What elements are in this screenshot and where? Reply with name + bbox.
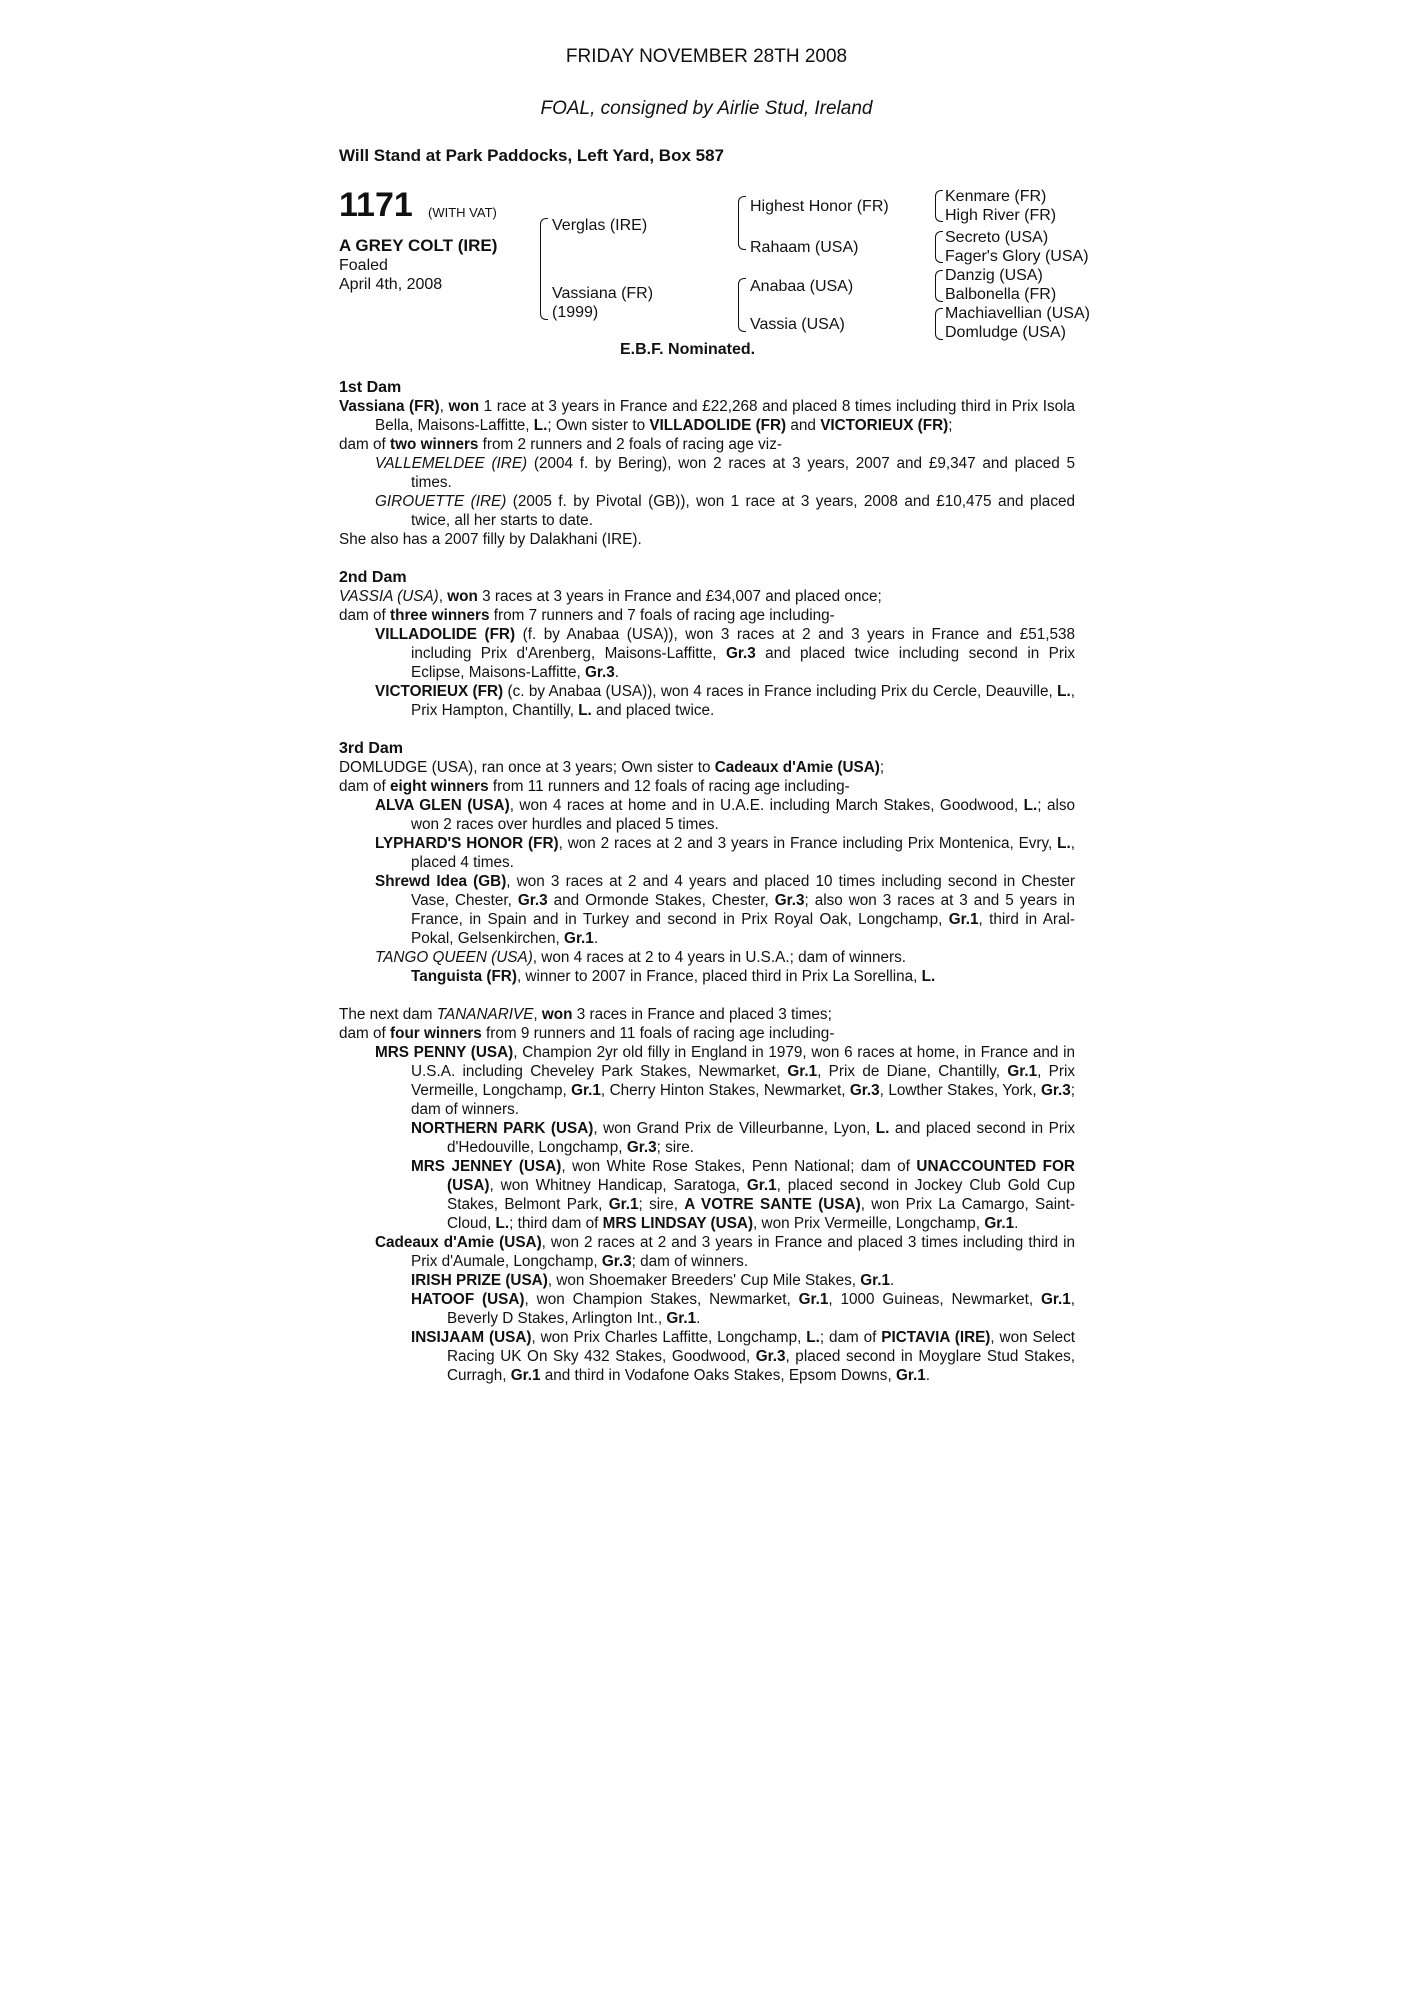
pedigree-brace-dd <box>935 308 943 340</box>
pedigree-dss: Danzig (USA) <box>945 267 1043 284</box>
pedigree-brace-main <box>540 218 548 320</box>
next-dam-record: The next dam TANANARIVE, won 3 races in France and placed 3 times; <box>339 1006 832 1023</box>
pedigree-ddd: Domludge (USA) <box>945 324 1066 341</box>
pedigree-sire-sire: Highest Honor (FR) <box>750 198 889 215</box>
second-dam-produce-summary: dam of three winners from 7 runners and 7 foals of racing age including- <box>339 607 835 624</box>
second-dam-heading: 2nd Dam <box>339 569 407 586</box>
third-dam-produce-item: TANGO QUEEN (USA), won 4 races at 2 to 4 years in U.S.A.; dam of winners. <box>375 949 907 966</box>
pedigree-sire: Verglas (IRE) <box>552 217 648 234</box>
foaled-info <box>339 256 442 294</box>
third-dam-heading: 3rd Dam <box>339 740 404 757</box>
first-dam-heading: 1st Dam <box>339 379 402 396</box>
sale-date: FRIDAY NOVEMBER 28TH 2008 <box>565 46 848 67</box>
pedigree-brace-ss <box>935 190 943 222</box>
lot-number: 1171 <box>339 186 413 224</box>
next-dam-produce-item: MRS PENNY (USA), Champion 2yr old filly in England in 1979, won 6 races at home, in France and in U.S.A. including Cheveley Park Stakes, Newmarket, Gr.1, Prix de Diane, Chantilly, Gr.1, Prix Vermeille, Longchamp, Gr.1, Cherry Hinton Stakes, Newmarket, Gr.3, Lowther Stakes, York, Gr.3; dam of winners. <box>375 1044 1075 1118</box>
family-record <box>339 378 1075 1385</box>
third-dam-produce-item: ALVA GLEN (USA), won 4 races at home and in U.A.E. including March Stakes, Goodwood, L.; also won 2 races over hurdles and placed 5 times. <box>375 797 1076 833</box>
foaled-label: Foaled <box>339 257 388 274</box>
third-dam-produce-summary: dam of eight winners from 11 runners and 12 foals of racing age including- <box>339 778 850 795</box>
pedigree-dds: Machiavellian (USA) <box>945 305 1090 322</box>
pedigree-brace-ds <box>935 270 943 302</box>
first-dam-note: She also has a 2007 filly by Dalakhani (IRE). <box>339 531 642 548</box>
next-dam-grandproduce-item: NORTHERN PARK (USA), won Grand Prix de Villeurbanne, Lyon, L. and placed second in Prix d'Hedouville, Longchamp, Gr.3; sire. <box>411 1120 1075 1156</box>
first-dam-produce-summary: dam of two winners from 2 runners and 2 foals of racing age viz- <box>339 436 782 453</box>
pedigree-dam-year: (1999) <box>552 304 599 321</box>
pedigree-brace-sire <box>738 196 746 250</box>
pedigree-sire-dam: Rahaam (USA) <box>750 239 859 256</box>
pedigree-dam-sire: Anabaa (USA) <box>750 278 854 295</box>
ebf-nomination: E.B.F. Nominated. <box>620 341 756 358</box>
third-dam-produce-item: LYPHARD'S HONOR (FR), won 2 races at 2 and 3 years in France including Prix Montenica, Evry, L., placed 4 times. <box>375 835 1076 871</box>
next-dam-produce-item: Cadeaux d'Amie (USA), won 2 races at 2 and 3 years in France and placed 3 times including third in Prix d'Aumale, Longchamp, Gr.3; dam of winners. <box>375 1234 1076 1270</box>
third-dam-record: DOMLUDGE (USA), ran once at 3 years; Own sister to Cadeaux d'Amie (USA); <box>339 759 885 776</box>
pedigree-brace-sd <box>935 231 943 263</box>
pedigree-sdd: Fager's Glory (USA) <box>945 248 1089 265</box>
pedigree-brace-dam <box>738 278 746 332</box>
first-dam-record: Vassiana (FR), won 1 race at 3 years in France and £22,268 and placed 8 times including third in Prix Isola Bella, Maisons-Laffitte, L.; Own sister to VILLADOLIDE (FR) and VICTORIEUX (FR); <box>339 398 1076 434</box>
lot-description: A GREY COLT (IRE) <box>339 236 498 255</box>
second-dam-record: VASSIA (USA), won 3 races at 3 years in France and £34,007 and placed once; <box>339 588 882 605</box>
pedigree-sds: Secreto (USA) <box>945 229 1049 246</box>
consignor-line: FOAL, consigned by Airlie Stud, Ireland <box>540 98 873 119</box>
next-dam-produce-summary: dam of four winners from 9 runners and 11 foals of racing age including- <box>339 1025 835 1042</box>
first-dam-produce-item: VALLEMELDEE (IRE) (2004 f. by Bering), won 2 races at 3 years, 2007 and £9,347 and placed 5 times. <box>375 455 1075 491</box>
next-dam-grandproduce-item: HATOOF (USA), won Champion Stakes, Newmarket, Gr.1, 1000 Guineas, Newmarket, Gr.1, Beverly D Stakes, Arlington Int., Gr.1. <box>411 1291 1075 1327</box>
pedigree-dam <box>552 284 653 322</box>
foaled-date: April 4th, 2008 <box>339 276 443 293</box>
second-dam-produce-item: VILLADOLIDE (FR) (f. by Anabaa (USA)), won 3 races at 2 and 3 years in France and £51,538 including Prix d'Arenberg, Maisons-Laffitte, Gr.3 and placed twice including second in Prix Eclipse, Maisons-Laffitte, Gr.3. <box>375 626 1075 681</box>
pedigree-ssd: High River (FR) <box>945 207 1057 224</box>
pedigree-sss: Kenmare (FR) <box>945 188 1047 205</box>
pedigree-dam-dam: Vassia (USA) <box>750 316 845 333</box>
stand-location: Will Stand at Park Paddocks, Left Yard, Box 587 <box>339 146 724 165</box>
pedigree-dsd: Balbonella (FR) <box>945 286 1057 303</box>
pedigree-dam-name: Vassiana (FR) <box>552 285 654 302</box>
first-dam-produce-item: GIROUETTE (IRE) (2005 f. by Pivotal (GB)), won 1 race at 3 years, 2008 and £10,475 and placed twice, all her starts to date. <box>375 493 1075 529</box>
third-dam-produce-item: Shrewd Idea (GB), won 3 races at 2 and 4 years and placed 10 times including second in Chester Vase, Chester, Gr.3 and Ormonde Stakes, Chester, Gr.3; also won 3 races at 3 and 5 years in France, in Spain and in Turkey and second in Prix Royal Oak, Longchamp, Gr.1, third in Aral-Pokal, Gelsenkirchen, Gr.1. <box>375 873 1075 947</box>
second-dam-produce-item: VICTORIEUX (FR) (c. by Anabaa (USA)), won 4 races in France including Prix du Cercle, Deauville, L., Prix Hampton, Chantilly, L. and placed twice. <box>375 683 1075 719</box>
next-dam-grandproduce-item: INSIJAAM (USA), won Prix Charles Laffitte, Longchamp, L.; dam of PICTAVIA (IRE), won Select Racing UK On Sky 432 Stakes, Goodwood, Gr.3, placed second in Moyglare Stud Stakes, Curragh, Gr.1 and third in Vodafone Oaks Stakes, Epsom Downs, Gr.1. <box>411 1329 1076 1384</box>
next-dam-grandproduce-item: IRISH PRIZE (USA), won Shoemaker Breeders' Cup Mile Stakes, Gr.1. <box>411 1272 895 1289</box>
next-dam-grandproduce-item: MRS JENNEY (USA), won White Rose Stakes, Penn National; dam of UNACCOUNTED FOR (USA), won Whitney Handicap, Saratoga, Gr.1, placed second in Jockey Club Gold Cup Stakes, Belmont Park, Gr.1; sire, A VOTRE SANTE (USA), won Prix La Camargo, Saint-Cloud, L.; third dam of MRS LINDSAY (USA), won Prix Vermeille, Longchamp, Gr.1. <box>411 1158 1076 1232</box>
vat-note: (WITH VAT) <box>428 205 497 220</box>
third-dam-grandproduce-item: Tanguista (FR), winner to 2007 in France, placed third in Prix La Sorellina, L. <box>411 968 936 985</box>
